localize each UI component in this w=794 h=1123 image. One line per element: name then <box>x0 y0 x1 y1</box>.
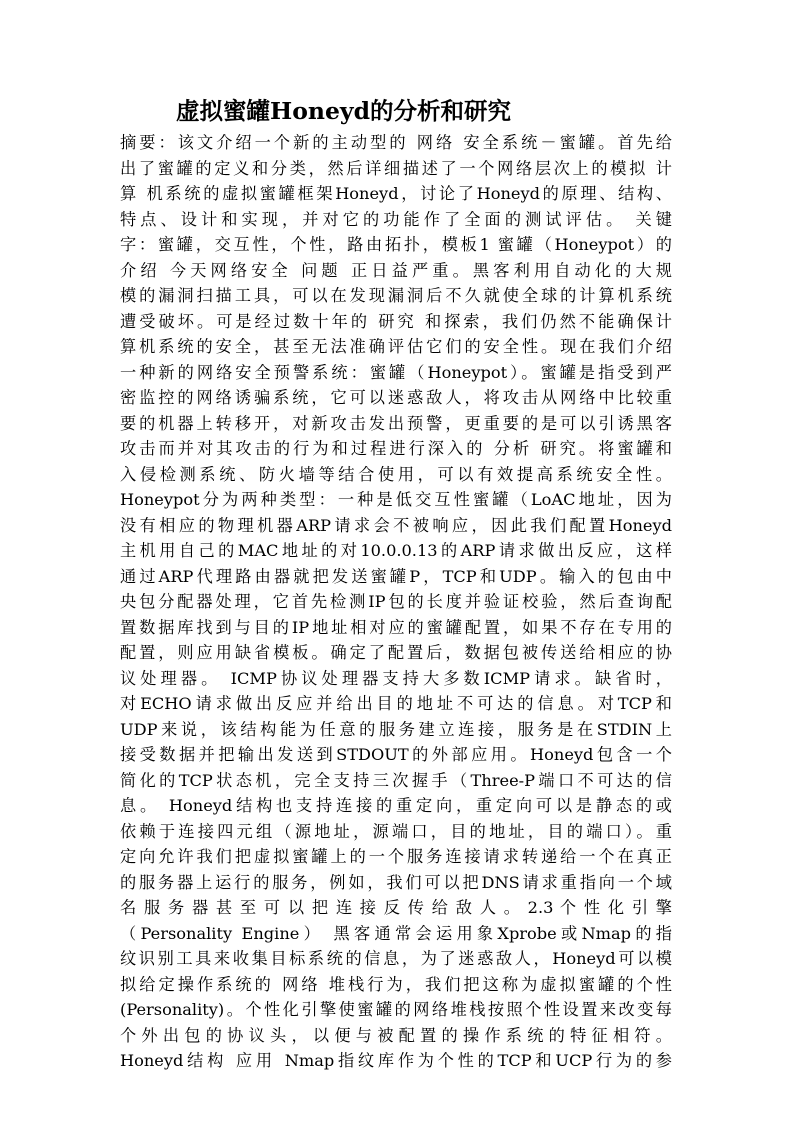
body-line: (Personality)。个性化引擎使蜜罐的网络堆栈按照个性设置来改变每 <box>120 1000 672 1019</box>
body-line: 对ECHO请求做出反应并给出目的地址不可达的信息。对TCP和 <box>120 694 672 713</box>
body-line: 算机系统的安全，甚至无法准确评估它们的安全性。现在我们介绍 <box>120 337 672 356</box>
body-line: 央包分配器处理，它首先检测IP包的长度并验证校验，然后查询配 <box>120 592 672 611</box>
body-line: 遭受破坏。可是经过数十年的 研究 和探索，我们仍然不能确保计 <box>120 311 672 331</box>
body-line: 个外出包的协议头，以便与被配置的操作系统的特征相符。 <box>120 1025 672 1045</box>
body-line: 接受数据并把输出发送到STDOUT的外部应用。Honeyd包含一个 <box>120 745 672 764</box>
body-line: 要的机器上转移开，对新攻击发出预警，更重要的是可以引诱黑客 <box>120 413 672 433</box>
body-line: 没有相应的物理机器ARP请求会不被响应，因此我们配置Honeyd <box>120 515 672 535</box>
body-line: （Personality Engine） 黑客通常会运用象Xprobe或Nmap的指 <box>120 923 672 943</box>
body-line: 依赖于连接四元组（源地址，源端口，目的地址，目的端口）。重 <box>120 821 672 841</box>
body-line: 模的漏洞扫描工具，可以在发现漏洞后不久就使全球的计算机系统 <box>120 286 672 305</box>
body-line: 配置，则应用缺省模板。确定了配置后，数据包被传送给相应的协 <box>120 643 672 662</box>
body-line: UDP来说，该结构能为任意的服务建立连接，服务是在STDIN上 <box>120 719 672 739</box>
body-line: 介绍 今天网络安全 问题 正日益严重。黑客利用自动化的大规 <box>120 260 672 280</box>
body-line: 拟给定操作系统的 网络 堆栈行为，我们把这称为虚拟蜜罐的个性 <box>120 974 672 994</box>
body-line: 一种新的网络安全预警系统：蜜罐（Honeypot）。蜜罐是指受到严 <box>120 362 672 382</box>
body-line: 的服务器上运行的服务，例如，我们可以把DNS请求重指向一个域 <box>120 872 672 892</box>
body-line: 息。 Honeyd结构也支持连接的重定向，重定向可以是静态的或 <box>120 796 672 815</box>
body-line: 置数据库找到与目的IP地址相对应的蜜罐配置，如果不存在专用的 <box>120 617 672 637</box>
document-title: 虚拟蜜罐Honeyd的分析和研究 <box>176 97 512 125</box>
document-body <box>120 130 672 1074</box>
body-line: 攻击而并对其攻击的行为和过程进行深入的 分析 研究。将蜜罐和 <box>120 439 672 458</box>
body-line: 出了蜜罐的定义和分类，然后详细描述了一个网络层次上的模拟 计 <box>120 158 672 178</box>
body-line: 算 机系统的虚拟蜜罐框架Honeyd，讨论了Honeyd的原理、结构、 <box>120 184 672 203</box>
body-line: 名 服 务 器 甚 至 可 以 把 连 接 反 传 给 敌 人 。 2.3 个 性 化 引 擎 <box>120 898 672 917</box>
body-line: 通过ARP代理路由器就把发送蜜罐P，TCP和UDP。输入的包由中 <box>120 566 672 586</box>
body-line: Honeyd结构 应用 Nmap指纹库作为个性的TCP和UCP行为的参 <box>120 1051 672 1070</box>
body-line: Honeypot分为两种类型：一种是低交互性蜜罐（LoAC地址，因为 <box>120 490 672 509</box>
body-line: 摘要：该文介绍一个新的主动型的 网络 安全系统－蜜罐。首先给 <box>120 133 672 152</box>
body-line: 议处理器。 ICMP协议处理器支持大多数ICMP请求。缺省时， <box>120 668 672 688</box>
body-line: 特点、设计和实现，并对它的功能作了全面的测试评估。 关键 <box>120 209 672 229</box>
body-line: 入侵检测系统、防火墙等结合使用，可以有效提高系统安全性。 <box>120 464 672 484</box>
body-line: 字：蜜罐，交互性，个性，路由拓扑，模板1 蜜罐（Honeypot）的 <box>120 235 672 254</box>
body-line: 定向允许我们把虚拟蜜罐上的一个服务连接请求转递给一个在真正 <box>120 847 672 866</box>
body-line: 主机用自己的MAC地址的对10.0.0.13的ARP请求做出反应，这样 <box>120 541 672 560</box>
body-line: 简化的TCP状态机，完全支持三次握手（Three-P端口不可达的信 <box>120 770 672 790</box>
body-line: 纹识别工具来收集目标系统的信息，为了迷惑敌人，Honeyd可以模 <box>120 949 672 968</box>
body-line: 密监控的网络诱骗系统，它可以迷惑敌人，将攻击从网络中比较重 <box>120 388 672 407</box>
